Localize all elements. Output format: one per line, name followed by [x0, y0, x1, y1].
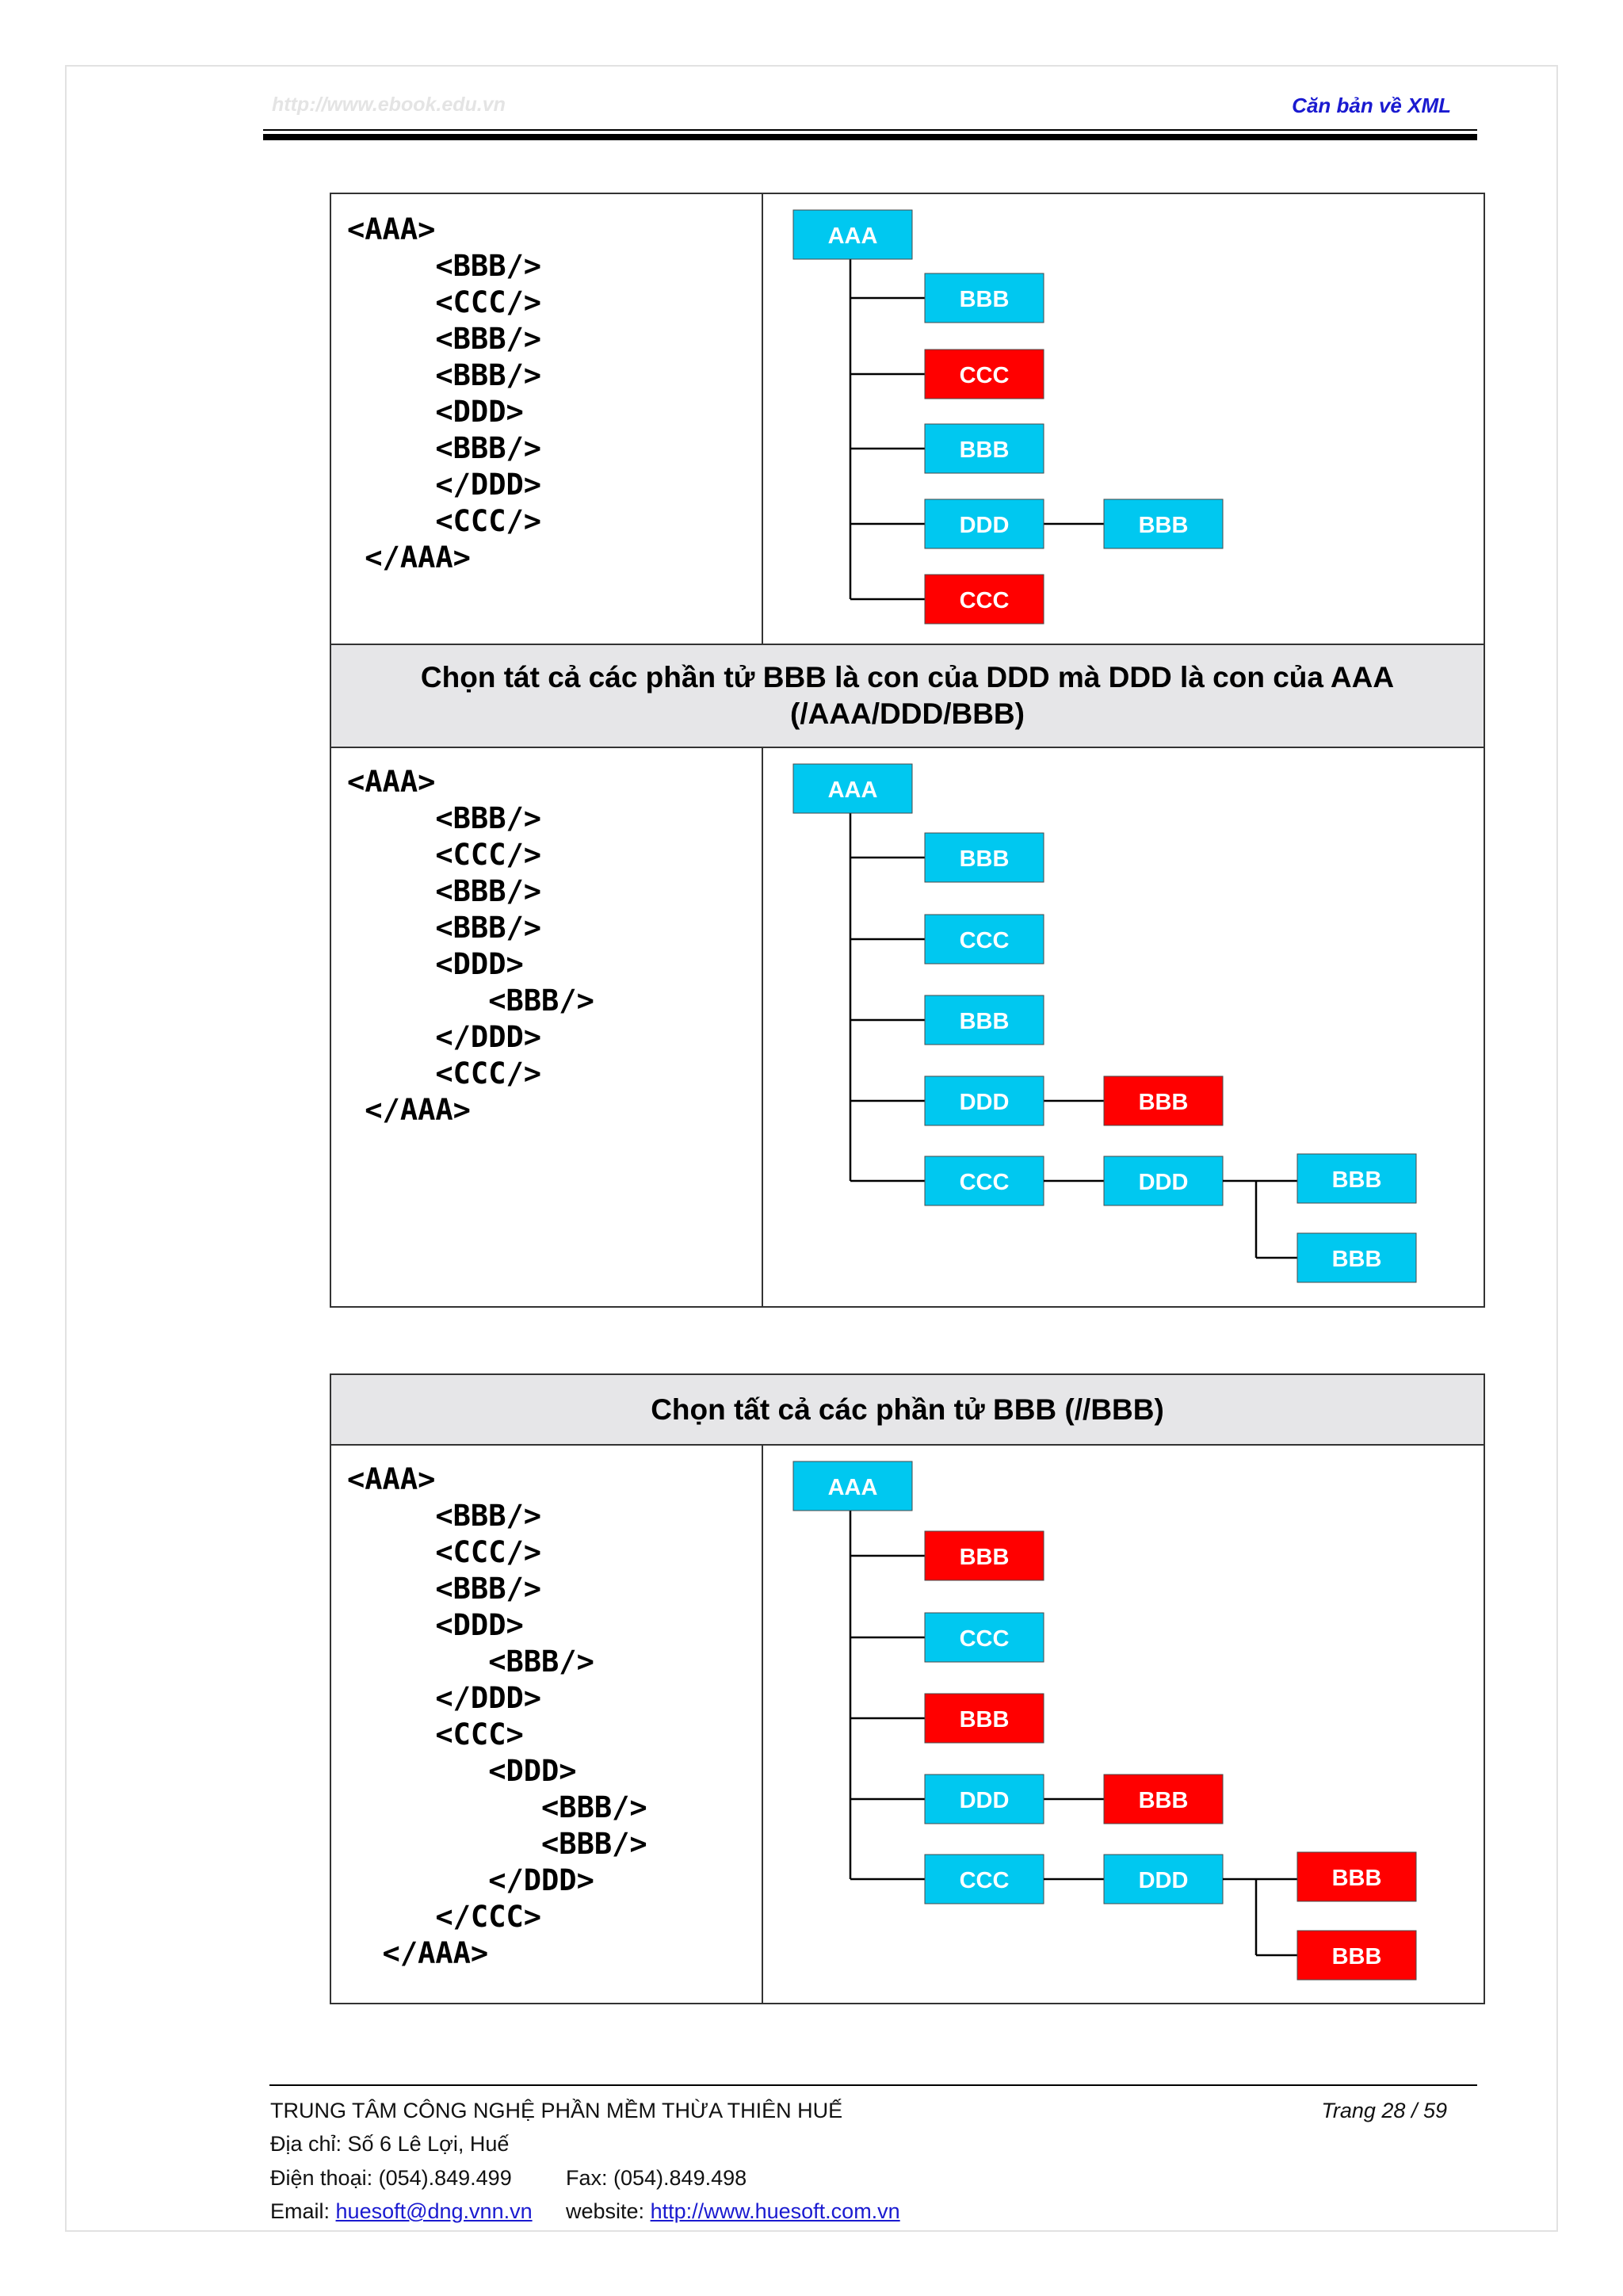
tree-node-deep-bbb-2: [1297, 1931, 1416, 1980]
svg-text:BBB: BBB: [959, 287, 1010, 312]
svg-text:AAA: AAA: [827, 1475, 878, 1500]
footer-divider: [269, 2084, 1477, 2086]
example-2-tree-cell: [763, 748, 1484, 1306]
tree-node-ccc: [925, 915, 1044, 964]
header-title: Căn bản về XML: [1292, 94, 1451, 117]
tree-node-ccc-ddd: [1104, 1855, 1223, 1904]
svg-text:AAA: AAA: [827, 223, 878, 249]
tree-node-bbb: [925, 995, 1044, 1045]
example-3-caption-row: [331, 1375, 1484, 1444]
tree-node-ddd-child: [1104, 1775, 1223, 1824]
svg-text:CCC: CCC: [959, 1626, 1010, 1652]
tree-node-bbb: [925, 833, 1044, 882]
tree-node-ccc-ddd: [1104, 1156, 1223, 1205]
svg-text:BBB: BBB: [1331, 1247, 1382, 1272]
svg-text:BBB: BBB: [959, 1545, 1010, 1570]
example-3-row: [331, 1444, 1484, 2003]
svg-text:CCC: CCC: [959, 1868, 1010, 1893]
footer-page-number: Trang 28 / 59: [1321, 2099, 1447, 2122]
svg-text:DDD: DDD: [1138, 1868, 1189, 1893]
header-divider: [263, 129, 1477, 131]
footer-organization: TRUNG TÂM CÔNG NGHỆ PHẦN MỀM THỪA THIÊN HUẾ: [270, 2099, 843, 2122]
tree-node-bbb: [925, 1531, 1044, 1580]
tree-node-bbb: [925, 273, 1044, 323]
tree-node-ccc: [925, 1613, 1044, 1662]
example-3-caption: Chọn tất cả các phần tử BBB (//BBB): [651, 1392, 1164, 1426]
example-3-code-cell: [331, 1446, 763, 2003]
example-2-xml-tree: [763, 748, 1485, 1306]
tree-node-bbb: [925, 1694, 1044, 1743]
footer-email-label: Email:: [270, 2199, 336, 2223]
svg-text:DDD: DDD: [959, 1090, 1010, 1115]
footer-website-label: website:: [566, 2199, 651, 2223]
svg-text:DDD: DDD: [1138, 1170, 1189, 1195]
tree-node-ccc: [925, 1156, 1044, 1205]
tree-node-root: [793, 1461, 912, 1511]
svg-text:BBB: BBB: [1138, 1090, 1189, 1115]
tree-node-ccc: [925, 575, 1044, 624]
tree-node-deep-bbb-1: [1297, 1154, 1416, 1203]
tree-node-ddd-child: [1104, 499, 1223, 548]
header-divider-thick: [263, 134, 1477, 140]
example-2-caption-line-1: Chọn tát cả các phần tử BBB là con của DDD mà DDD là con của AAA: [420, 661, 1395, 693]
svg-text:BBB: BBB: [1138, 513, 1189, 538]
tree-node-ccc: [925, 350, 1044, 399]
example-1-row: [331, 194, 1484, 644]
tree-node-ddd: [925, 1775, 1044, 1824]
example-3-xml-code: <AAA> <BBB/> <CCC/> <BBB/> <DDD> <BBB/> </DDD> <CCC> <DDD> <BBB/> <BBB/> </DDD> </CCC> </AAA>: [347, 1462, 647, 1970]
tree-node-root: [793, 210, 912, 259]
svg-text:BBB: BBB: [1331, 1167, 1382, 1193]
example-2-caption: [331, 644, 1484, 747]
tree-node-ddd-child: [1104, 1076, 1223, 1125]
example-1-xml-tree: [763, 194, 1485, 642]
svg-text:BBB: BBB: [959, 1707, 1010, 1733]
tree-node-ddd: [925, 1076, 1044, 1125]
tree-node-ccc: [925, 1855, 1044, 1904]
svg-text:CCC: CCC: [959, 363, 1010, 388]
footer-phone: Điện thoại: (054).849.499: [270, 2166, 512, 2190]
svg-text:BBB: BBB: [1331, 1944, 1382, 1969]
svg-text:BBB: BBB: [959, 846, 1010, 872]
footer-email-line: [270, 2199, 533, 2224]
example-table-2: [330, 1373, 1485, 2004]
svg-text:AAA: AAA: [827, 777, 878, 803]
footer-website-line: [566, 2199, 900, 2224]
tree-node-ddd: [925, 499, 1044, 548]
footer-address: Địa chỉ: Số 6 Lê Lợi, Huế: [270, 2132, 510, 2156]
svg-text:CCC: CCC: [959, 1170, 1010, 1195]
footer-website-link[interactable]: http://www.huesoft.com.vn: [650, 2199, 900, 2223]
svg-text:CCC: CCC: [959, 588, 1010, 613]
tree-node-deep-bbb-1: [1297, 1852, 1416, 1901]
tree-node-deep-bbb-2: [1297, 1233, 1416, 1282]
svg-text:BBB: BBB: [959, 1009, 1010, 1034]
header-url: http://www.ebook.edu.vn: [272, 94, 506, 116]
svg-text:CCC: CCC: [959, 928, 1010, 953]
footer-email-link[interactable]: huesoft@dng.vnn.vn: [335, 2199, 533, 2223]
svg-text:BBB: BBB: [1138, 1788, 1189, 1813]
svg-text:DDD: DDD: [959, 1788, 1010, 1813]
example-1-tree-cell: [763, 194, 1484, 644]
example-2-xml-code: <AAA> <BBB/> <CCC/> <BBB/> <BBB/> <DDD> <BBB/> </DDD> <CCC/> </AAA>: [347, 765, 594, 1127]
example-2-caption-line-2: (/AAA/DDD/BBB): [790, 697, 1025, 730]
footer-fax: Fax: (054).849.498: [566, 2166, 747, 2190]
svg-text:BBB: BBB: [1331, 1866, 1382, 1891]
svg-text:BBB: BBB: [959, 437, 1010, 463]
example-3-xml-tree: [763, 1446, 1485, 2003]
example-3-tree-cell: [763, 1446, 1484, 2003]
svg-text:DDD: DDD: [959, 513, 1010, 538]
example-table-1: [330, 193, 1485, 1308]
example-2-row: [331, 747, 1484, 1306]
tree-node-root: [793, 764, 912, 813]
example-1-code-cell: [331, 194, 763, 644]
example-1-xml-code: <AAA> <BBB/> <CCC/> <BBB/> <BBB/> <DDD> <BBB/> </DDD> <CCC/> </AAA>: [347, 212, 542, 575]
tree-node-bbb: [925, 424, 1044, 473]
example-2-code-cell: [331, 748, 763, 1306]
